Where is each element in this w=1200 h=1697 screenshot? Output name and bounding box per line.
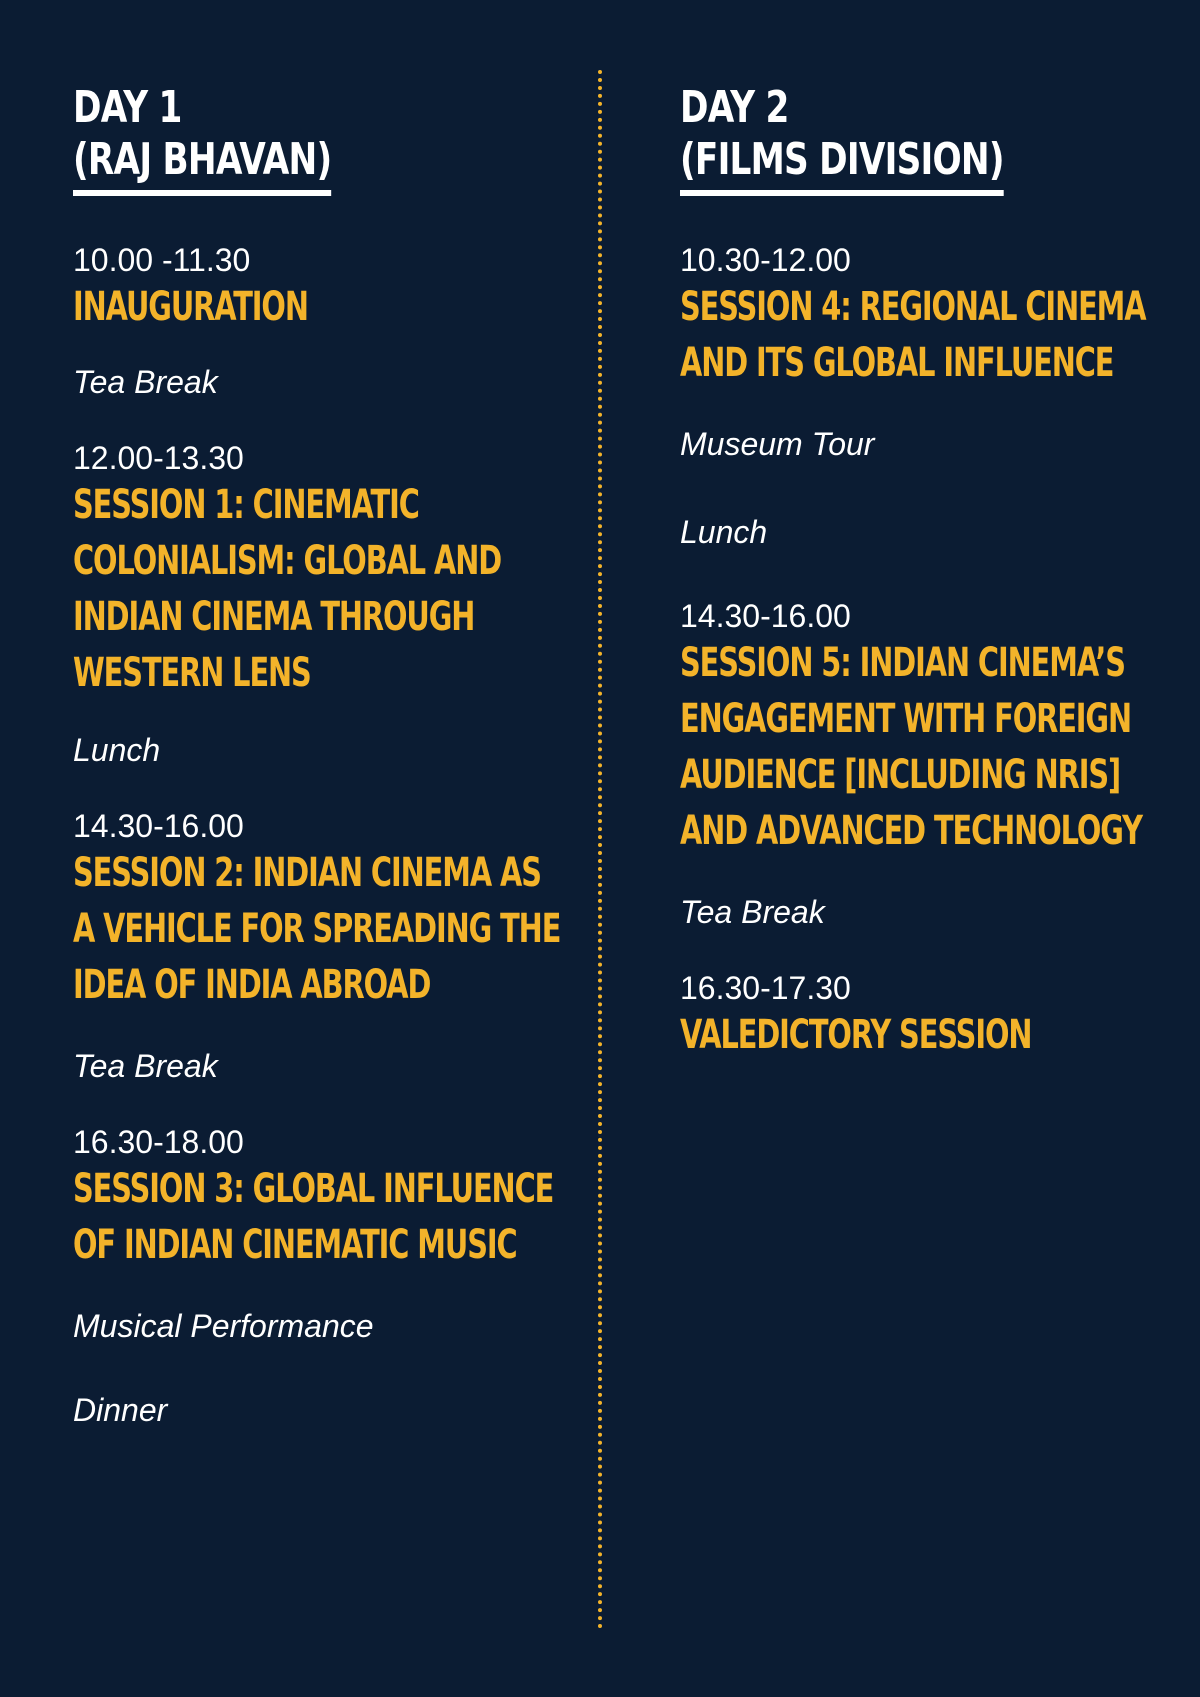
session-title: SESSION 4: REGIONAL CINEMA AND ITS GLOBAL INFLUENCE [680,284,1146,386]
session-title: INAUGURATION [73,284,308,330]
day1-break-dinner: Dinner [73,1392,168,1428]
day2-heading [680,82,1004,196]
session-title: SESSION 1: CINEMATIC COLONIALISM: GLOBAL AND INDIAN CINEMA THROUGH WESTERN LENS [73,482,502,696]
day1-heading [73,82,331,196]
day1-slot-session-3 [73,1123,573,1273]
day2-heading-line1: DAY 2 [680,82,789,133]
slot-time: 16.30-17.30 [680,970,851,1006]
day1-break-tea-2: Tea Break [73,1048,218,1084]
day2-slot-valedictory [680,969,1180,1063]
session-title: SESSION 3: GLOBAL INFLUENCE OF INDIAN CINEMATIC MUSIC [73,1166,554,1268]
day2-column [680,82,1180,1063]
slot-time: 12.00-13.30 [73,440,244,476]
day1-break-musical-performance: Musical Performance [73,1308,374,1344]
day1-heading-line1: DAY 1 [73,82,182,133]
day1-column [73,82,573,1429]
slot-time: 16.30-18.00 [73,1124,244,1160]
session-title: SESSION 2: INDIAN CINEMA AS A VEHICLE FOR SPREADING THE IDEA OF INDIA ABROAD [73,850,561,1008]
session-title: SESSION 5: INDIAN CINEMA’S ENGAGEMENT WITH FOREIGN AUDIENCE [INCLUDING NRIS] AND ADVANCED TECHNOLOGY [680,640,1142,854]
day2-slot-session-4 [680,241,1180,391]
day2-break-museum-tour: Museum Tour [680,426,875,462]
slot-time: 10.00 -11.30 [73,242,251,278]
day1-break-tea-1: Tea Break [73,364,218,400]
day1-slot-session-2 [73,807,573,1013]
day2-heading-line2: (FILMS DIVISION) [680,134,1004,185]
slot-time: 14.30-16.00 [73,808,244,844]
day1-slot-session-1 [73,439,573,701]
column-divider [598,70,602,1630]
day1-heading-line2: (RAJ BHAVAN) [73,134,332,185]
session-title: VALEDICTORY SESSION [680,1012,1032,1058]
day1-slot-inauguration [73,241,573,335]
day2-break-lunch: Lunch [680,514,768,550]
day1-break-lunch: Lunch [73,732,161,768]
slot-time: 14.30-16.00 [680,598,851,634]
day2-break-tea: Tea Break [680,894,825,930]
slot-time: 10.30-12.00 [680,242,851,278]
day2-slot-session-5 [680,597,1180,859]
